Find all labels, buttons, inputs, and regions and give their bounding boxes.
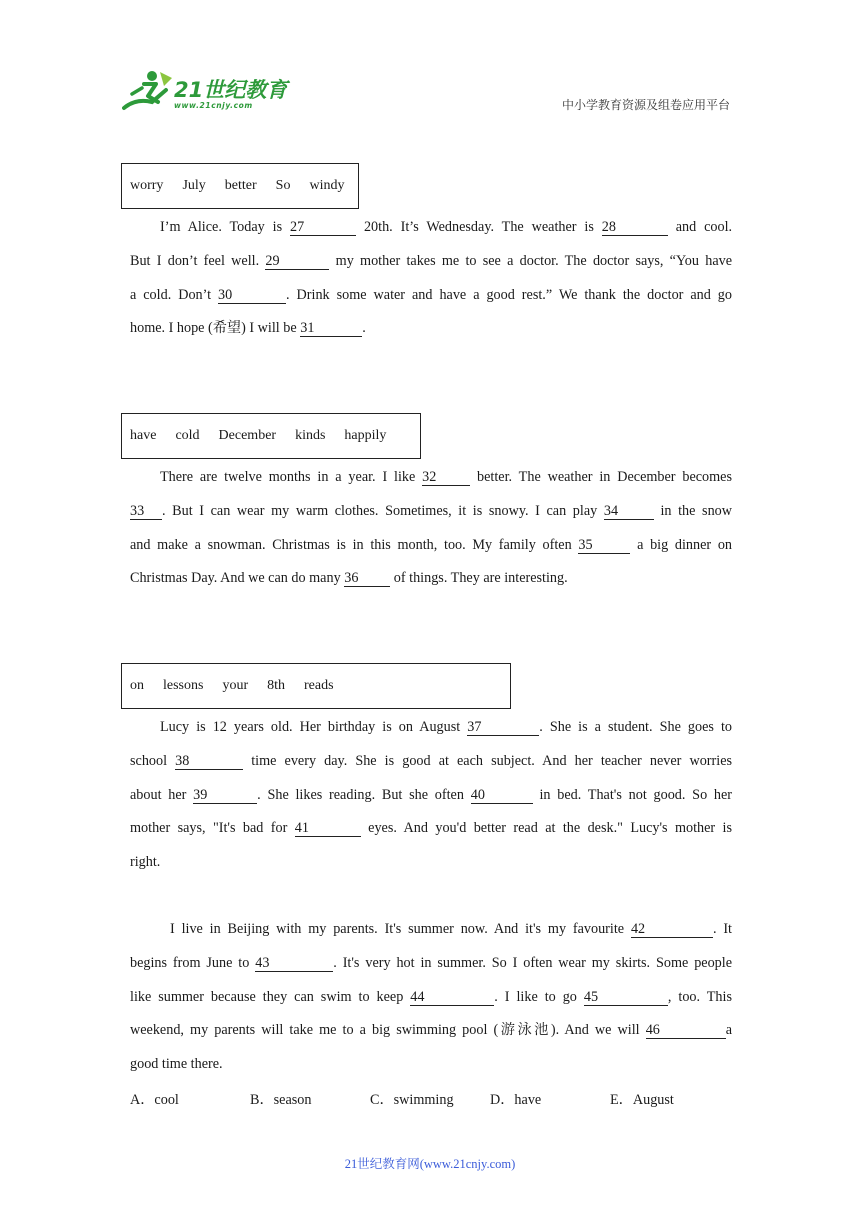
passage-text: mother says, "It's bad for	[130, 820, 288, 837]
passage-text: . Drink some water and have a good rest.” We thank the doctor and go	[286, 286, 732, 303]
site-logo[interactable]	[122, 68, 292, 114]
page-footer[interactable]: 21世纪教育网(www.21cnjy.com)	[344, 1157, 516, 1171]
word-option: reads	[304, 678, 334, 693]
passage-text: school	[130, 752, 168, 769]
passage-line	[130, 913, 732, 947]
blank-43[interactable]: 43	[255, 955, 333, 972]
passage-4	[130, 913, 732, 1082]
passage-text: There are twelve months in a year. I like	[160, 469, 416, 485]
passage-text: about her	[130, 786, 187, 803]
passage-line	[130, 562, 732, 596]
logo-url-text: www.21cnjy.com	[174, 101, 253, 110]
passage-line	[130, 245, 732, 279]
blank-37[interactable]: 37	[467, 719, 539, 736]
word-option: kinds	[295, 428, 326, 443]
passage-text: eyes. And you'd better read at the desk." Lucy's mother is	[368, 820, 733, 837]
passage-text: time every day. She is good at each subject. And her teacher never worries	[251, 752, 733, 769]
passage-text: a big dinner on	[637, 536, 733, 553]
passage-text: a	[725, 1022, 733, 1039]
passage-text: I live in Beijing with my parents. It's summer now. And it's my favourite	[170, 921, 625, 937]
passage-line	[130, 279, 732, 313]
passage-line	[130, 461, 732, 495]
passage-text: , too. This	[667, 988, 732, 1005]
blank-32[interactable]: 32	[422, 469, 470, 486]
blank-45[interactable]: 45	[584, 989, 668, 1006]
word-option: December	[218, 428, 277, 443]
passage-text: better. The weather in December becomes	[477, 469, 733, 485]
passage-text: 20th. It’s Wednesday. The weather is	[363, 219, 594, 235]
passage-line	[130, 529, 732, 563]
passage-text: begins from June to	[130, 954, 250, 971]
passage-text: in bed. That's not good. So her	[539, 786, 733, 803]
passage-text: right.	[130, 854, 161, 871]
word-option: cold	[175, 428, 200, 443]
blank-34[interactable]: 34	[604, 503, 654, 520]
word-option: have	[130, 428, 157, 443]
passage-line	[130, 495, 732, 529]
passage-1	[130, 211, 732, 346]
passage-text: good time there.	[130, 1056, 223, 1073]
blank-36[interactable]: 36	[344, 570, 390, 587]
passage-text: I’m Alice. Today is	[160, 219, 283, 235]
passage-text: of things. They are interesting.	[393, 570, 568, 587]
blank-41[interactable]: 41	[295, 820, 361, 837]
passage-text: and cool.	[675, 219, 733, 235]
option-b[interactable]: B．season	[250, 1092, 312, 1108]
passage-line	[130, 947, 732, 981]
blank-42[interactable]: 42	[631, 921, 713, 938]
header-tagline: 中小学教育资源及组卷应用平台	[561, 98, 730, 112]
passage-line	[130, 779, 732, 813]
passage-text: .	[362, 320, 366, 337]
blank-29[interactable]: 29	[265, 253, 329, 270]
option-e[interactable]: E．August	[610, 1092, 674, 1108]
passage-text: . But I can wear my warm clothes. Sometimes, it is snowy. I can play	[162, 502, 598, 519]
passage-text: and make a snowman. Christmas is in this month, too. My family often	[130, 536, 572, 553]
blank-44[interactable]: 44	[410, 989, 494, 1006]
word-option: worry	[130, 178, 164, 193]
blank-27[interactable]: 27	[290, 219, 356, 236]
blank-28[interactable]: 28	[602, 219, 668, 236]
word-option: windy	[309, 178, 345, 193]
passage-text: weekend, my parents will take me to a big swimming pool (游泳池). And we will	[130, 1022, 640, 1039]
passage-text: But I don’t feel well.	[130, 252, 260, 269]
passage-line	[130, 812, 732, 846]
passage-line	[130, 846, 732, 880]
blank-39[interactable]: 39	[193, 787, 257, 804]
passage-line	[130, 981, 732, 1015]
passage-line	[130, 312, 732, 346]
word-option: happily	[344, 428, 387, 443]
passage-text: Christmas Day. And we can do many	[130, 570, 341, 587]
blank-30[interactable]: 30	[218, 287, 286, 304]
word-option: 8th	[267, 678, 286, 693]
passage-text: home. I hope (希望) I will be	[130, 320, 297, 337]
blank-40[interactable]: 40	[471, 787, 533, 804]
blank-46[interactable]: 46	[646, 1022, 726, 1039]
passage-line	[130, 1048, 732, 1082]
word-bank-1	[121, 163, 359, 209]
passage-line	[130, 1014, 732, 1048]
word-option: So	[275, 178, 291, 193]
word-option: July	[182, 178, 206, 193]
passage-text: a cold. Don’t	[130, 286, 212, 303]
word-option: lessons	[163, 678, 204, 693]
word-bank-3	[121, 663, 511, 709]
passage-2	[130, 461, 732, 596]
logo-brand-text: 21世纪教育	[174, 78, 288, 102]
option-c[interactable]: C．swimming	[370, 1092, 454, 1108]
blank-35[interactable]: 35	[578, 537, 630, 554]
blank-31[interactable]: 31	[300, 320, 362, 337]
runner-logo-icon	[122, 68, 174, 112]
passage-line	[130, 711, 732, 745]
blank-33[interactable]: 33	[130, 503, 162, 520]
blank-38[interactable]: 38	[175, 753, 243, 770]
page-header	[0, 0, 860, 130]
word-option: on	[130, 678, 144, 693]
passage-text: like summer because they can swim to keep	[130, 988, 404, 1005]
passage-text: in the snow	[660, 502, 733, 519]
passage-line	[130, 211, 732, 245]
option-d[interactable]: D．have	[490, 1092, 542, 1108]
passage-text: . It's very hot in summer. So I often wear my skirts. Some people	[333, 954, 733, 971]
passage-text: . It	[712, 921, 732, 937]
passage-text: . She likes reading. But she often	[257, 786, 464, 803]
word-bank-2	[121, 413, 421, 459]
option-a[interactable]: A．cool	[130, 1092, 179, 1108]
passage-text: my mother takes me to see a doctor. The doctor says, “You have	[335, 252, 733, 269]
word-option: your	[222, 678, 249, 693]
passage-text: . She is a student. She goes to	[539, 719, 732, 735]
word-option: better	[224, 178, 257, 193]
passage-line	[130, 745, 732, 779]
passage-text: . I like to go	[494, 988, 577, 1005]
passage-3	[130, 711, 732, 880]
passage-text: Lucy is 12 years old. Her birthday is on August	[160, 719, 461, 735]
